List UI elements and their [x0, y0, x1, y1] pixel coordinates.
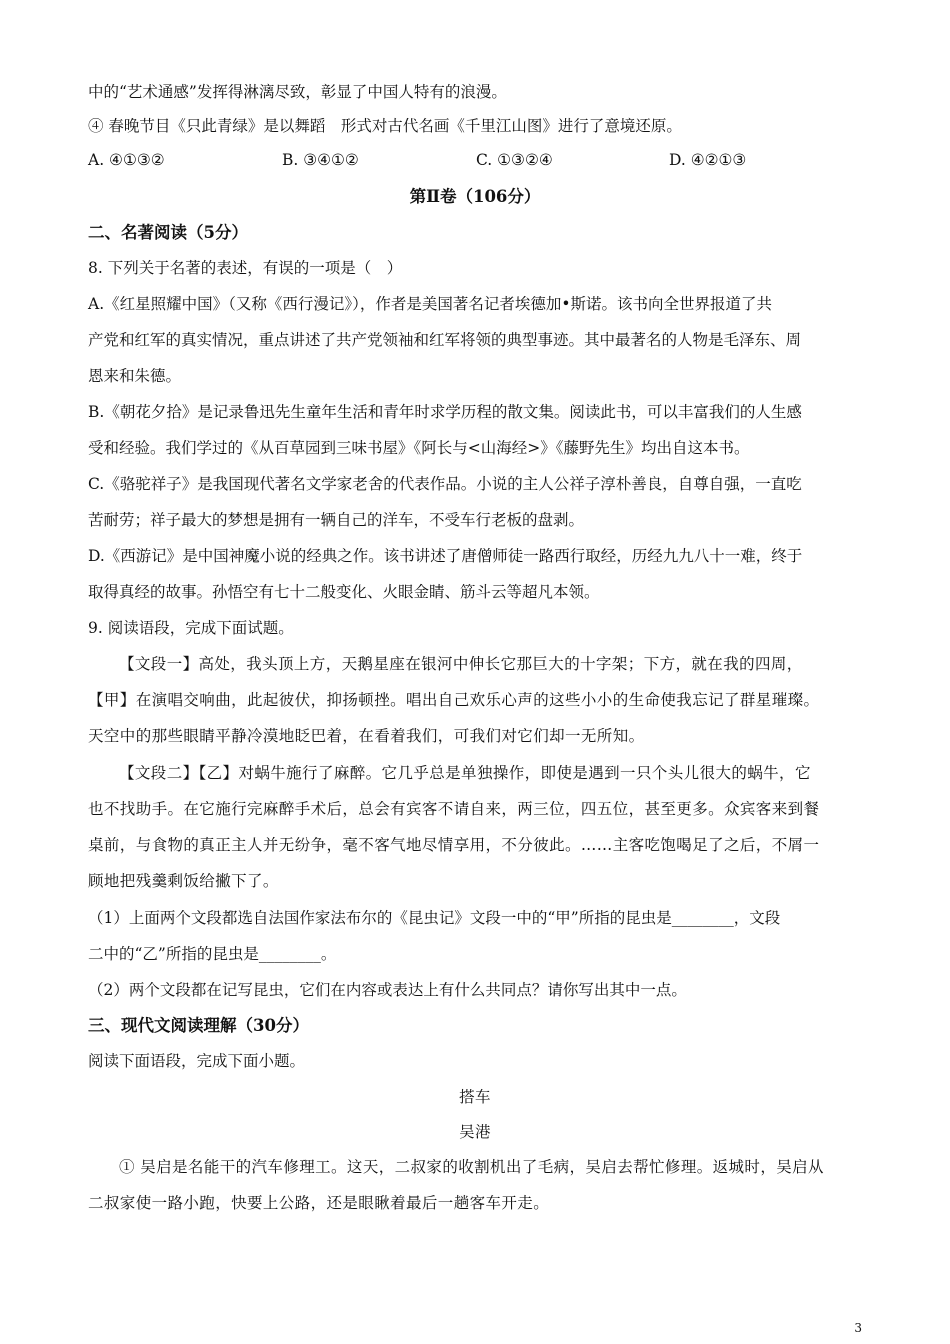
- instruction: 阅读下面语段，完成下面小题。: [88, 1052, 306, 1070]
- sub-question: 二中的“乙”所指的昆虫是________。: [88, 945, 337, 963]
- option-c: C. ①③②④: [476, 151, 553, 169]
- text-line: B.《朝花夕拾》是记录鲁迅先生童年生活和青年时求学历程的散文集。阅读此书，可以丰富我们的人生感: [88, 403, 802, 421]
- option-d: D. ④②①③: [669, 151, 747, 169]
- passage-line: 天空中的那些眼睛平静冷漠地眨巴着，在看着我们，可我们对它们却一无所知。: [88, 727, 645, 745]
- passage-line: 顾地把残羹剩饭给撇下了。: [88, 872, 279, 890]
- part-title: 第Ⅱ卷（106分）: [409, 187, 541, 206]
- text-line: D.《西游记》是中国神魔小说的经典之作。该书讲述了唐僧师徒一路西行取经，历经九九八十一难，终于: [88, 547, 803, 565]
- passage-line: 桌前，与食物的真正主人并无纷争，毫不客气地尽情享用，不分彼此。……主客吃饱喝足了之后，不屑一: [88, 836, 820, 854]
- text-line: 恩来和朱德。: [88, 367, 182, 385]
- option-a: A. ④①③②: [88, 151, 165, 169]
- passage-line: 【文段一】高处，我头顶上方，天鹅星座在银河中伸长它那巨大的十字架；下方，就在我的四周，: [119, 655, 803, 673]
- sub-question: （1）上面两个文段都选自法国作家法布尔的《昆虫记》文段一中的“甲”所指的昆虫是________，文段: [88, 909, 781, 927]
- passage-line: 也不找助手。在它施行完麻醉手术后，总会有宾客不请自来，两三位，四五位，甚至更多。众宾客来到餐: [88, 800, 820, 818]
- article-title: 搭车: [459, 1088, 491, 1106]
- article-author: 吴港: [459, 1123, 491, 1141]
- passage-line: 二叔家使一路小跑，快要上公路，还是眼瞅着最后一趟客车开走。: [88, 1194, 550, 1212]
- text-line: C.《骆驼祥子》是我国现代著名文学家老舍的代表作品。小说的主人公祥子淳朴善良，自尊自强，一直吃: [88, 475, 802, 493]
- text-line: 中的“艺术通感”发挥得淋漓尽致，彰显了中国人特有的浪漫。: [88, 83, 507, 101]
- text-line: A.《红星照耀中国》（又称《西行漫记》），作者是美国著名记者埃德加•斯诺。该书向全世界报道了共: [88, 295, 773, 313]
- passage-line: 【甲】在演唱交响曲，此起彼伏，抑扬顿挫。唱出自己欢乐心声的这些小小的生命使我忘记了群星璀璨。: [88, 691, 820, 709]
- question-stem: 8. 下列关于名著的表述，有误的一项是（ ）: [88, 259, 403, 277]
- text-line: 苦耐劳；祥子最大的梦想是拥有一辆自己的洋车，不受车行老板的盘剥。: [88, 511, 585, 529]
- section-heading: 二、名著阅读（5分）: [88, 223, 248, 242]
- text-line: 取得真经的故事。孙悟空有七十二般变化、火眼金睛、筋斗云等超凡本领。: [88, 583, 600, 601]
- text-line: ④ 春晚节目《只此青绿》是以舞蹈 形式对古代名画《千里江山图》进行了意境还原。: [88, 117, 682, 135]
- page-number: 3: [854, 1321, 862, 1335]
- sub-question: （2）两个文段都在记写昆虫，它们在内容或表达上有什么共同点？请你写出其中一点。: [88, 981, 687, 999]
- passage-line: ① 吴启是名能干的汽车修理工。这天，二叔家的收割机出了毛病，吴启去帮忙修理。返城时，吴启从: [119, 1158, 824, 1176]
- section-heading: 三、现代文阅读理解（30分）: [88, 1016, 309, 1035]
- text-line: 受和经验。我们学过的《从百草园到三味书屋》《阿长与<山海经>》《藤野先生》均出自这本书。: [88, 439, 750, 457]
- option-b: B. ③④①②: [282, 151, 359, 169]
- passage-line: 【文段二】【乙】对蜗牛施行了麻醉。它几乎总是单独操作，即使是遇到一只个头儿很大的蜗牛，它: [119, 764, 811, 782]
- text-line: 产党和红军的真实情况，重点讲述了共产党领袖和红军将领的典型事迹。其中最著名的人物是毛泽东、周: [88, 331, 802, 349]
- question-stem: 9. 阅读语段，完成下面试题。: [88, 619, 294, 637]
